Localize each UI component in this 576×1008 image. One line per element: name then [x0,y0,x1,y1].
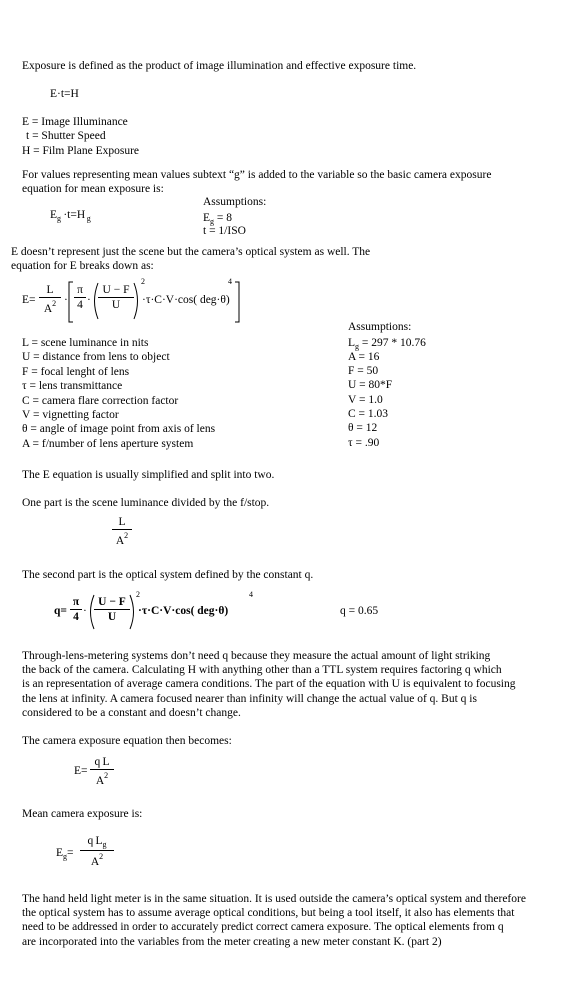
assumption-a: A = 16 [348,351,380,363]
paragraph-ttl-line: considered to be a constant and doesn’t change. [22,707,241,719]
definition-e: E = Image Illuminance [22,116,128,128]
variable-theta: θ = angle of image point from axis of lens [22,423,216,435]
paragraph-simplified: The E equation is usually simplified and split into two. [22,469,275,481]
paragraph-becomes: The camera exposure equation then becomes: [22,735,232,747]
paragraph-mean-line-1: For values representing mean values subtext “g” is added to the variable so the basic camera exposure [22,169,492,181]
assumption-c: C = 1.03 [348,408,389,420]
assumption-eg: $E_g = 8$ [203,212,233,226]
paragraph-meter-line: are incorporated into the variables from the meter creating a new meter constant K. (part 2) [22,936,442,948]
paragraph-meter-line: need to be addressed in order to accurately predict correct camera exposure. The optical elements from q [22,921,504,933]
paren-right-q [129,595,137,629]
equation-e-t-h: E·t=H [50,88,79,100]
paragraph-e-line-1: E doesn’t represent just the scene but the camera’s optical system as well. The [11,246,371,258]
q-value: q = 0.65 [340,605,379,617]
assumptions-label-2: Assumptions: [348,321,412,333]
assumption-t: t = 1/ISO [203,225,246,237]
equation-q: q= π 4 · U − F U 2 ·τ·C·V·cos( deg·θ) 4 [54,594,274,634]
variable-a: A = f/number of lens aperture system [22,438,194,450]
variable-tau: τ = lens transmittance [22,380,123,392]
variable-c: C = camera flare correction factor [22,395,179,407]
assumption-v: V = 1.0 [348,394,383,406]
paragraph-mean-line-2: equation for mean exposure is: [22,183,164,195]
paren-right [133,283,141,319]
assumption-tau: τ = .90 [348,437,380,449]
assumption-u: U = 80*F [348,379,393,391]
paragraph-e-line-2: equation for E breaks down as: [11,260,154,272]
definition-h: H = Film Plane Exposure [22,145,140,157]
equation-eg-tg-hg: $E_g \cdot t=H$ $_g$ [50,209,91,223]
paragraph-meter-line: The hand held light meter is in the same situation. It is used outside the camera’s optical system and therefore [22,893,526,905]
variable-v: V = vignetting factor [22,409,119,421]
equation-e-full: E= L $A^2$ · π 4 · U − F U 2 ·τ·C·V·cos( deg·θ) 4 [22,280,252,328]
paragraph-ttl-line: the back of the camera. Calculating H with anything other than a TTL system requires factoring q which [22,664,502,676]
assumption-f: F = 50 [348,365,379,377]
assumptions-label-1: Assumptions: [203,196,267,208]
equation-e-qL-a2: E= q L $A^2$ [74,756,134,796]
variable-l: L = scene luminance in nits [22,337,149,349]
paragraph-mean-exposure: Mean camera exposure is: [22,808,143,820]
definition-t: t = Shutter Speed [26,130,106,142]
assumption-lg: $L_g = 297 * 10.76$ [348,337,426,351]
paragraph-ttl-line: the lens at infinity. A camera focused nearer than infinity will change the actual value of q. But q is [22,693,477,705]
paragraph-ttl-line: Through-lens-metering systems don’t need q because they measure the actual amount of light striking [22,650,491,662]
paragraph-ttl-line: is an representation of average camera conditions. The part of the equation with U is equivalent to focusing [22,678,516,690]
equation-l-over-a2: L $A^2$ [112,516,132,547]
bracket-right [234,282,240,322]
variable-f: F = focal lenght of lens [22,366,130,378]
paragraph-meter-line: the optical system has to assume average optical conditions, but being a tool itself, it also has elements that [22,907,515,919]
equation-eg-qLg-a2: $E_g=$ q $L_g$ $A^2$ [56,835,136,877]
assumption-theta: θ = 12 [348,422,378,434]
variable-u: U = distance from lens to object [22,351,170,363]
paragraph-intro: Exposure is defined as the product of image illumination and effective exposure time. [22,60,417,72]
paragraph-second-part: The second part is the optical system defined by the constant q. [22,569,314,581]
paragraph-one-part: One part is the scene luminance divided by the f/stop. [22,497,270,509]
